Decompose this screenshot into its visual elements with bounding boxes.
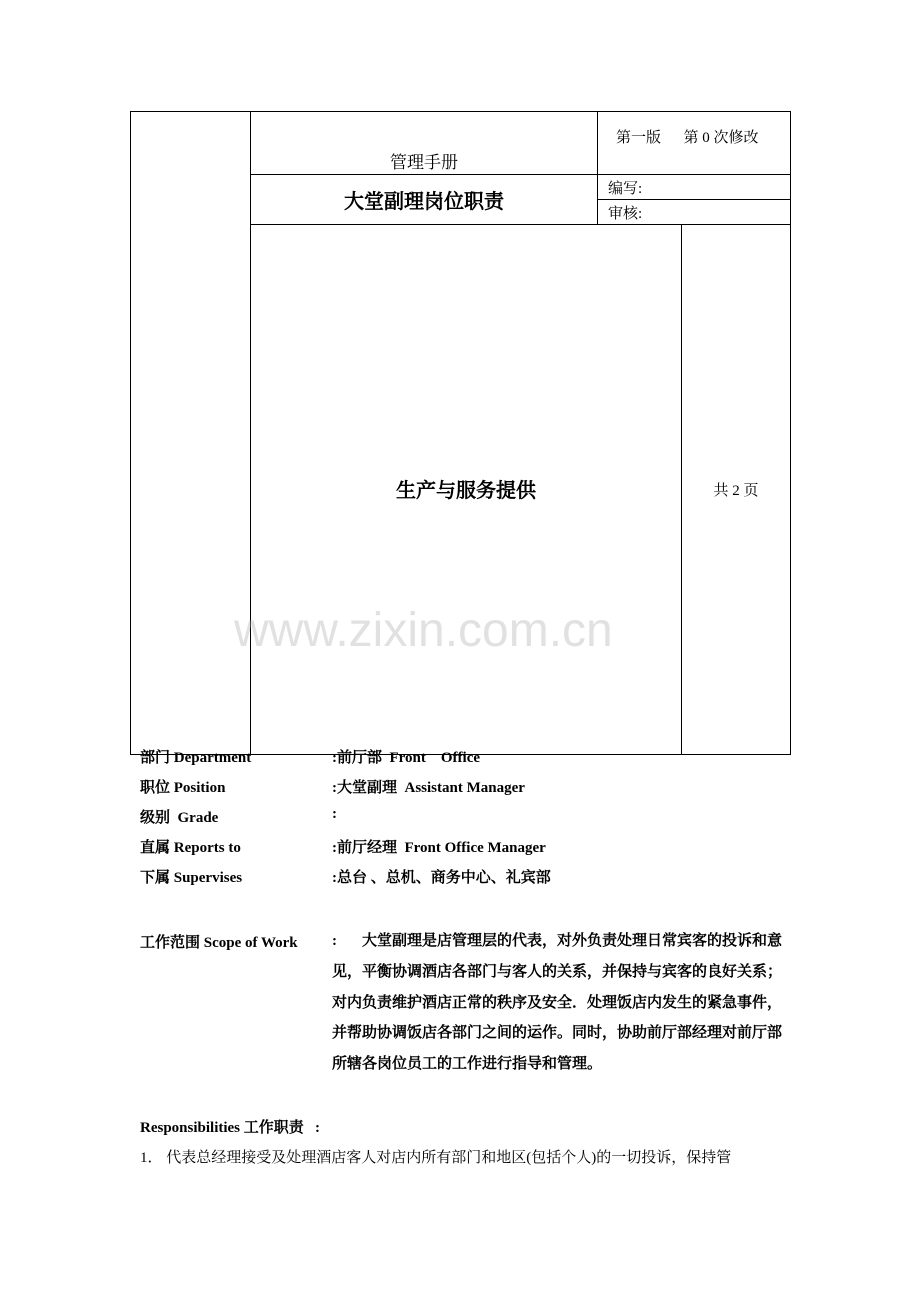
position-value: :大堂副理 Assistant Manager xyxy=(332,780,525,796)
responsibility-item-1: 1． 代表总经理接受及处理酒店客人对店内所有部门和地区(包括个人)的一切投诉，保持管 xyxy=(140,1150,732,1166)
scope-colon: : xyxy=(332,933,337,949)
responsibilities-label: Responsibilities 工作职责 : xyxy=(140,1120,321,1136)
manual-label: 管理手册 xyxy=(251,112,598,175)
page-count: 共 2 页 xyxy=(682,225,791,755)
department-label: 部门 Department xyxy=(140,750,252,766)
supervises-label: 下属 Supervises xyxy=(140,870,243,886)
watermark: www.zixin.com.cn xyxy=(234,604,613,657)
reports-to-label: 直属 Reports to xyxy=(140,840,241,856)
department-value: :前厅部 Front Office xyxy=(332,750,481,766)
document-header-table xyxy=(130,111,791,755)
grade-value: : xyxy=(332,806,337,822)
document-title: 大堂副理岗位职责 xyxy=(251,175,598,225)
grade-label: 级别 Grade xyxy=(140,810,219,826)
position-label: 职位 Position xyxy=(140,780,226,796)
version-label: 第一版 第 0 次修改 xyxy=(598,112,791,175)
main-heading: 生产与服务提供 xyxy=(251,225,682,755)
scope-text xyxy=(332,926,790,1080)
supervises-value: :总台 、总机、商务中心、礼宾部 xyxy=(332,870,551,886)
scope-label: 工作范围 Scope of Work xyxy=(140,935,298,951)
editor-label: 编写: xyxy=(598,175,791,200)
logo-cell xyxy=(131,112,251,755)
scope-paragraph: 大堂副理是店管理层的代表，对外负责处理日常宾客的投诉和意见，平衡协调酒店各部门与客人的关系，并保持与宾客的良好关系；对内负责维护酒店正常的秩序及安全．处理饭店内发生的紧急事件，并帮助协调饭店各部门之间的运作。同时，协助前厅部经理对前厅部所辖各岗位员工的工作进行指导和管理。 xyxy=(332,933,783,1073)
reports-to-value: :前厅经理 Front Office Manager xyxy=(332,840,546,856)
reviewer-label: 审核: xyxy=(598,200,791,225)
